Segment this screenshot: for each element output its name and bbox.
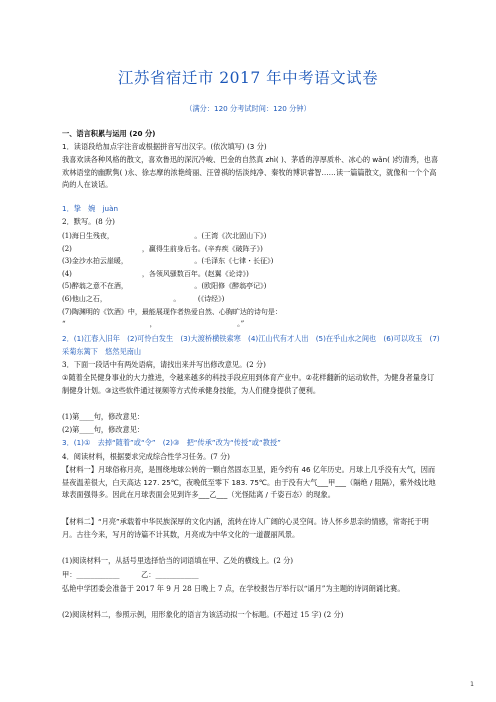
document-title: 江苏省宿迁市 2017 年中考语文试卷 bbox=[117, 69, 379, 87]
question-4-sub-1: (1)阅读材料一，从括号里选择恰当的词语填在甲、乙处的横线上。(2 分) bbox=[62, 556, 294, 565]
dictation-line: (4) ，各领风骚数百年。(赵翼《论诗》) bbox=[62, 269, 249, 278]
question-4-stem: 4．阅读材料，根据要求完成综合性学习任务。(7 分) bbox=[62, 452, 230, 461]
question-4-note: 弘艳中学团委会准备于 2017 年 9 月 28 日晚上 7 点，在学校报告厅举行以“诵月”为主题的诗词朗诵比赛。 bbox=[62, 584, 405, 593]
question-1-answer: 1．挚 婉 juàn bbox=[62, 204, 119, 213]
dictation-line: (3)金沙水拍云崖暖， 。(毛泽东《七律・长征》) bbox=[62, 257, 274, 266]
question-3-answer: 3．(1)① 去掉“随着”或“令” (2)③ 把“传承”改为“传授”或“教授” bbox=[62, 438, 281, 447]
question-1-passage: 我喜欢读各种风格的散文，喜欢鲁迅的深沉冷峻、巴金的自然真 zhì( )、茅盾的淳厚质朴、冰心的 wǎn( )约清秀，也喜欢林语堂的幽默隽( )永、徐志摩的浓艳绮丽、汪曾祺的恬淡纯净、秦牧的博识睿智……读一篇篇散文，就像和一个个高尚的人在谈话。 bbox=[62, 155, 439, 189]
question-3-line-2: (2)第____句，修改意见： bbox=[62, 425, 145, 434]
question-2-stem: 2．默写。(8 分) bbox=[62, 217, 115, 226]
question-4-material-1: 【材料一】月球俗称月亮，是围绕地球公转的一颗自然固态卫星，距今约有 46 亿年历史。月球上几乎没有大气，因而昼夜温差很大，白天高达 127. 25℃，夜晚低至零下 183. 75℃。由于没有大气___甲___（隔绝 / 阻隔），紫外线比地球表面强得多。因此在月球表面会见到许多___乙___（光怪陆离 / 千姿百态）的现象。 bbox=[62, 465, 436, 499]
question-3-stem: 3．下面一段话中有两处语病，请找出来并写出修改意见。(2 分) bbox=[62, 360, 266, 369]
question-4-blanks: 甲：____________ 乙：____________ bbox=[62, 570, 199, 579]
document-subtitle: （满分：120 分考试时间：120 分钟） bbox=[185, 104, 311, 113]
question-2-answer: 2．(1)江春入旧年 (2)可怜白发生 (3)大渡桥横铁索寒 (4)江山代有才人出 (5)在乎山水之间也 (6)可以攻玉 (7)采菊东篱下 悠然见南山 bbox=[62, 334, 440, 356]
dictation-line: (6)他山之石， 。 (《诗经》) bbox=[62, 294, 225, 303]
question-4-sub-2: (2)阅读材料二，参照示例，用形象化的语言为该活动拟一个标题。(不超过 15 字) (2 分) bbox=[62, 610, 344, 619]
question-4-material-2: 【材料二】“月亮”承载着中华民族深厚的文化内涵，流转在诗人广阔的心灵空间。诗人怀乡思亲的情感，常寄托于明月。古往今来，写月的诗篇不计其数，月亮成为中华文化的一道靓丽风景。 bbox=[62, 517, 429, 539]
question-3-passage: ①随着全民健身事业的大力推进，令越来越多的科技手段应用到体育产业中。②花样翻新的运动软件，为健身者量身订制健身计划。③这些软件通过视频等方式传承健身技能，为人们健身提供了便利。 bbox=[62, 373, 435, 395]
dictation-line: (7)陶渊明的《饮酒》中，最能展现作者热爱自然、心胸旷达的诗句是： bbox=[62, 307, 282, 316]
dictation-line: (5)醉翁之意不在酒， 。(欧阳修《醉翁亭记》) bbox=[62, 282, 267, 291]
page-number: 1 bbox=[470, 681, 474, 688]
dictation-line: (2) ，赢得生前身后名。(辛弃疾《破阵子》) bbox=[62, 244, 263, 253]
question-2-lines bbox=[62, 230, 440, 331]
section-heading: 一、语言积累与运用 (20 分) bbox=[62, 129, 156, 138]
question-3-line-1: (1)第____句，修改意见： bbox=[62, 412, 145, 421]
dictation-line: (1)海日生残夜， 。(王湾《次北固山下》) bbox=[62, 232, 267, 240]
dictation-line: “ ， 。” bbox=[62, 320, 245, 329]
question-1-stem: 1．读语段给加点字注音或根据拼音写出汉字。(依次填写) (3 分) bbox=[62, 142, 267, 151]
